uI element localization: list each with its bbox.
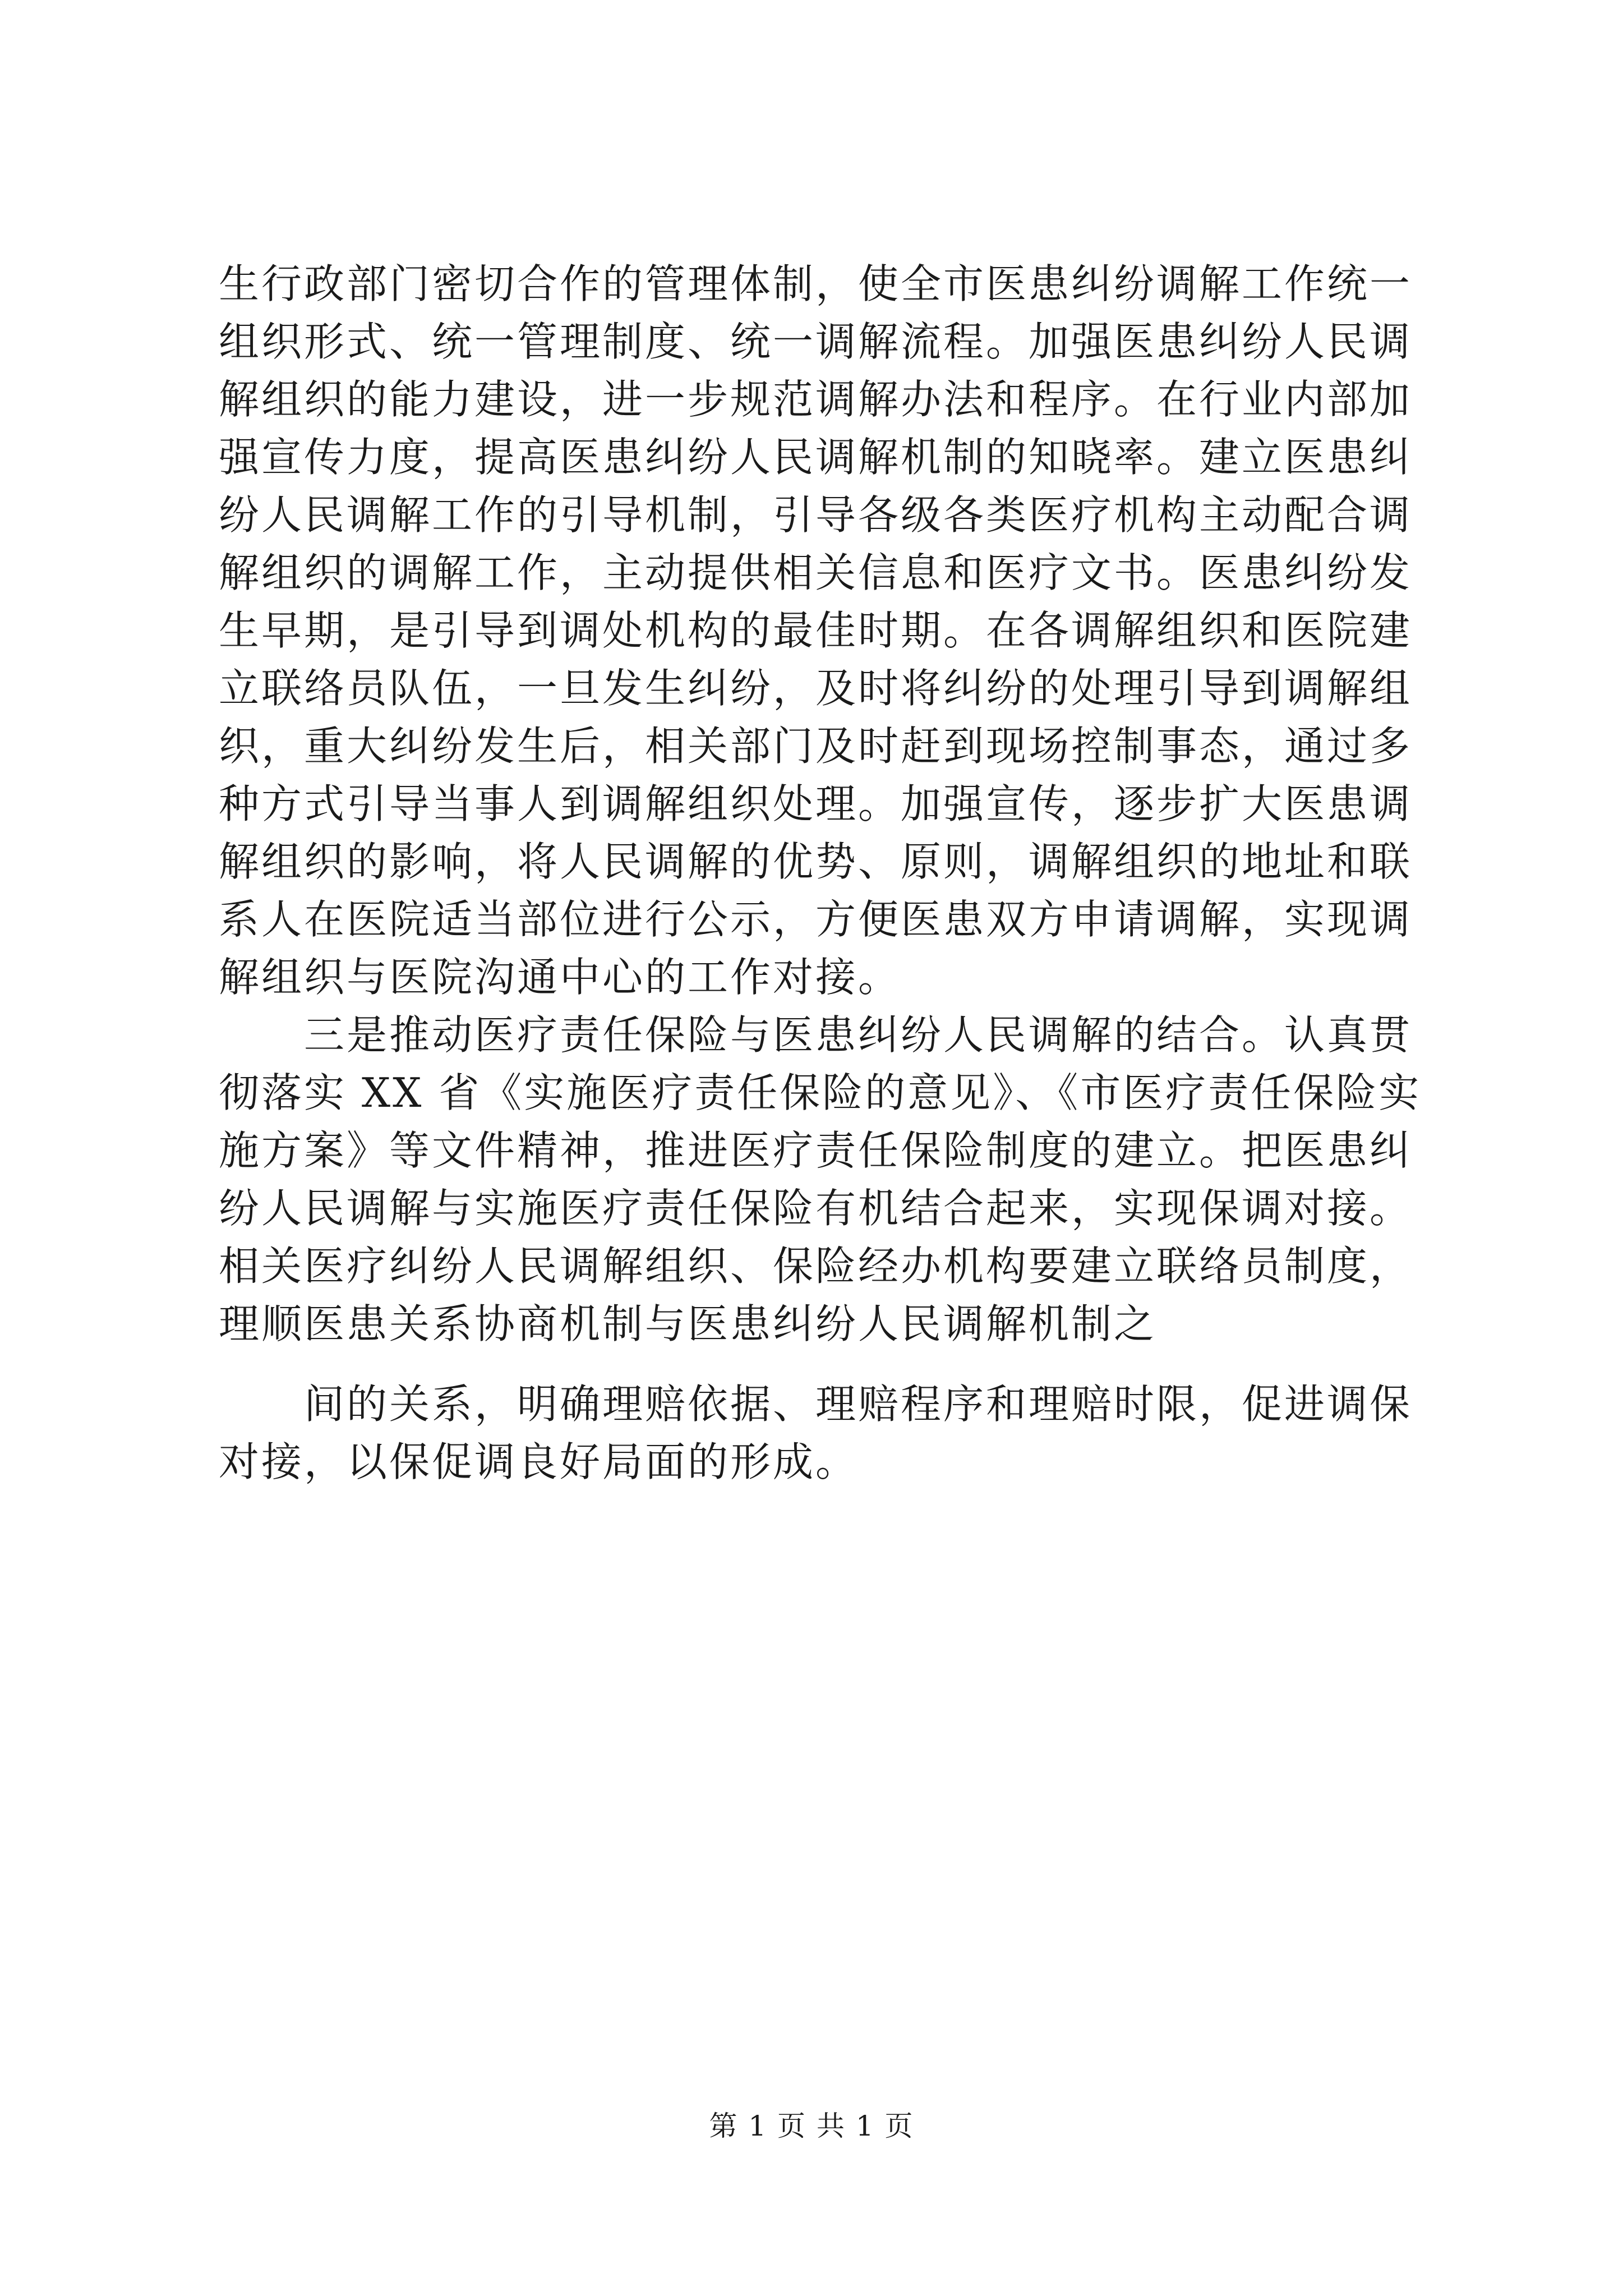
text-line: 织，重大纠纷发生后，相关部门及时赶到现场控制事态，通过多	[219, 723, 1413, 770]
text-line: 解组织的影响，将人民调解的优势、原则，调解组织的地址和联	[219, 838, 1413, 885]
paragraph-gap	[219, 1353, 1424, 1375]
text-line: 解组织的能力建设，进一步规范调解办法和程序。在行业内部加	[219, 376, 1413, 423]
text-line: 彻落实 XX 省《实施医疗责任保险的意见》、《市医疗责任保险实	[219, 1069, 1422, 1116]
text-line: 系人在医院适当部位进行公示，方便医患双方申请调解，实现调	[219, 896, 1413, 943]
text-line: 生行政部门密切合作的管理体制，使全市医患纠纷调解工作统一	[219, 260, 1413, 307]
text-line: 三是推动医疗责任保险与医患纠纷人民调解的结合。认真贯	[219, 1011, 1413, 1059]
text-line: 组织形式、统一管理制度、统一调解流程。加强医患纠纷人民调	[219, 318, 1413, 365]
text-line: 解组织的调解工作，主动提供相关信息和医疗文书。医患纠纷发	[219, 549, 1413, 596]
text-line: 纷人民调解工作的引导机制，引导各级各类医疗机构主动配合调	[219, 491, 1413, 539]
text-line: 理顺医患关系协商机制与医患纠纷人民调解机制之	[219, 1300, 1157, 1347]
text-line: 强宣传力度，提高医患纠纷人民调解机制的知晓率。建立医患纠	[219, 434, 1413, 481]
page-footer: 第 1 页 共 1 页	[709, 2110, 914, 2142]
text-line: 解组织与医院沟通中心的工作对接。	[219, 954, 901, 1001]
text-line: 相关医疗纠纷人民调解组织、保险经办机构要建立联络员制度，	[219, 1243, 1413, 1290]
text-line: 种方式引导当事人到调解组织处理。加强宣传，逐步扩大医患调	[219, 780, 1413, 827]
body-text	[219, 255, 1424, 1491]
text-line: 对接，以保促调良好局面的形成。	[219, 1438, 859, 1485]
text-line: 施方案》等文件精神，推进医疗责任保险制度的建立。把医患纠	[219, 1127, 1413, 1174]
text-line: 纷人民调解与实施医疗责任保险有机结合起来，实现保调对接。	[219, 1185, 1413, 1232]
text-line: 立联络员队伍，一旦发生纠纷，及时将纠纷的处理引导到调解组	[219, 665, 1413, 712]
text-line: 间的关系，明确理赔依据、理赔程序和理赔时限，促进调保	[219, 1381, 1413, 1428]
text-line: 生早期，是引导到调处机构的最佳时期。在各调解组织和医院建	[219, 607, 1413, 654]
